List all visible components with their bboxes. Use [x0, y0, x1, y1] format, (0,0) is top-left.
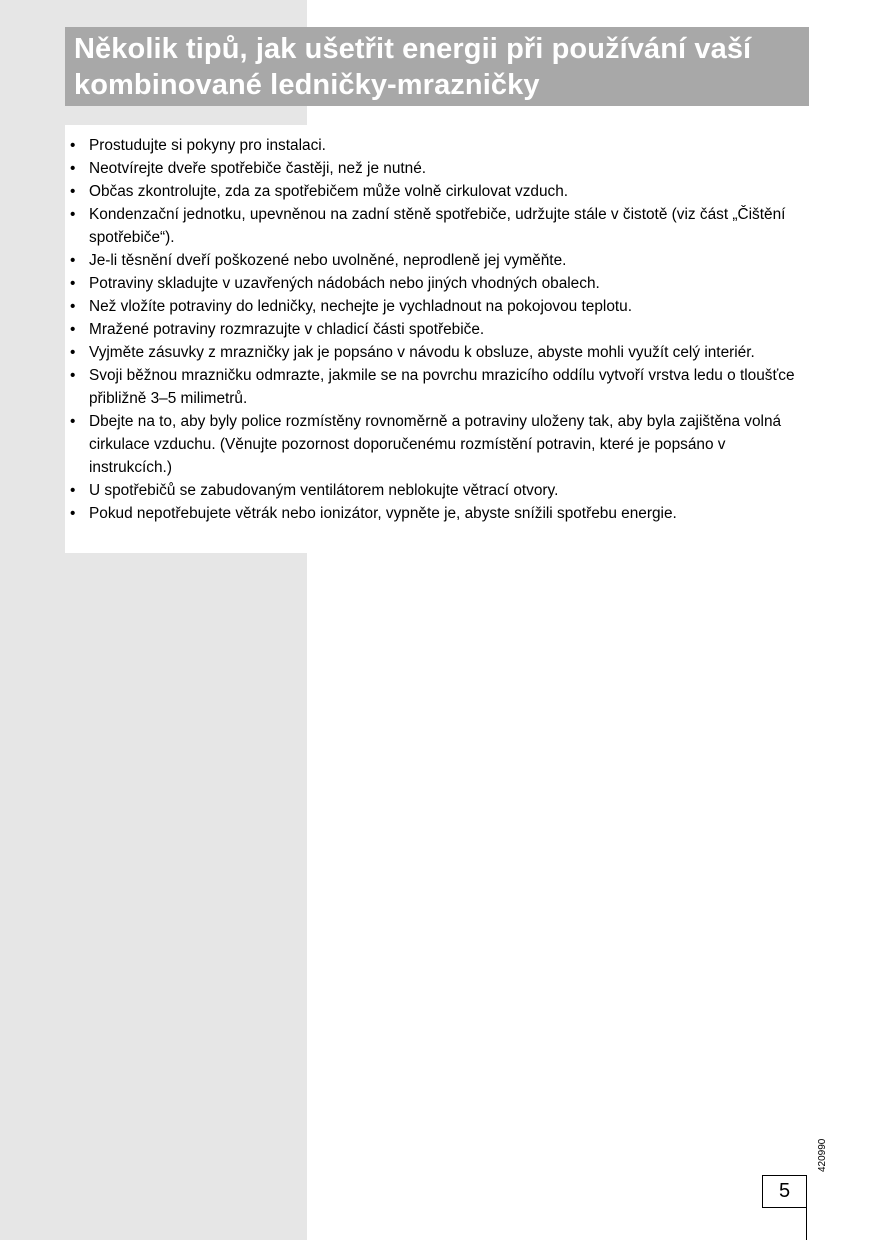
tips-list: [65, 125, 809, 525]
tip-text: Než vložíte potraviny do ledničky, nechejte je vychladnout na pokojovou teplotu.: [89, 298, 632, 315]
tip-text: U spotřebičů se zabudovaným ventilátorem neblokujte větrací otvory.: [89, 482, 559, 499]
tip-item: [65, 341, 809, 364]
tip-item: [65, 203, 809, 249]
tip-item: [65, 134, 809, 157]
page-title: Několik tipů, jak ušetřit energii při používání vaší kombinované ledničky-mrazničky: [74, 33, 752, 101]
page-number-rule: [806, 1208, 807, 1240]
tip-item: [65, 180, 809, 203]
tip-text: Pokud nepotřebujete větrák nebo ionizátor, vypněte je, abyste snížili spotřebu energie.: [89, 505, 677, 522]
tips-panel: [65, 125, 809, 553]
catalog-number: 420990: [817, 1138, 828, 1172]
bullet-icon: •: [70, 183, 76, 200]
bullet-icon: •: [70, 482, 76, 499]
bullet-icon: •: [70, 367, 76, 384]
title-banner: [65, 27, 809, 106]
tip-text: Potraviny skladujte v uzavřených nádobách nebo jiných vhodných obalech.: [89, 275, 600, 292]
tip-item: [65, 157, 809, 180]
bullet-icon: •: [70, 160, 76, 177]
bullet-icon: •: [70, 321, 76, 338]
tip-item: [65, 249, 809, 272]
bullet-icon: •: [70, 344, 76, 361]
tip-item: [65, 272, 809, 295]
tip-text: Mražené potraviny rozmrazujte v chladicí části spotřebiče.: [89, 321, 485, 338]
tip-text: Svoji běžnou mrazničku odmrazte, jakmile se na povrchu mrazicího oddílu vytvoří vrstva ledu o tloušťce přibližně 3–5 milimetrů.: [89, 367, 795, 407]
tip-item: [65, 295, 809, 318]
tip-text: Neotvírejte dveře spotřebiče častěji, než je nutné.: [89, 160, 427, 177]
tip-item: [65, 502, 809, 525]
tip-item: [65, 479, 809, 502]
tip-text: Je-li těsnění dveří poškozené nebo uvolněné, neprodleně jej vyměňte.: [89, 252, 567, 269]
tip-item: [65, 364, 809, 410]
page-number: 5: [762, 1175, 807, 1208]
tip-text: Vyjměte zásuvky z mrazničky jak je popsáno v návodu k obsluze, abyste mohli využít celý interiér.: [89, 344, 755, 361]
bullet-icon: •: [70, 505, 76, 522]
tip-text: Občas zkontrolujte, zda za spotřebičem může volně cirkulovat vzduch.: [89, 183, 569, 200]
tip-text: Kondenzační jednotku, upevněnou na zadní stěně spotřebiče, udržujte stále v čistotě (viz část „Čištění spotřebiče“).: [89, 206, 786, 246]
bullet-icon: •: [70, 137, 76, 154]
tip-text: Prostudujte si pokyny pro instalaci.: [89, 137, 326, 154]
tip-item: [65, 318, 809, 341]
tip-item: [65, 410, 809, 479]
tip-text: Dbejte na to, aby byly police rozmístěny rovnoměrně a potraviny uloženy tak, aby byla zajištěna volná cirkulace vzduchu. (Věnujte pozornost doporučenému rozmístění potravin, které je popsáno v instrukcích.): [89, 413, 782, 476]
bullet-icon: •: [70, 206, 76, 223]
bullet-icon: •: [70, 275, 76, 292]
bullet-icon: •: [70, 252, 76, 269]
bullet-icon: •: [70, 413, 76, 430]
bullet-icon: •: [70, 298, 76, 315]
